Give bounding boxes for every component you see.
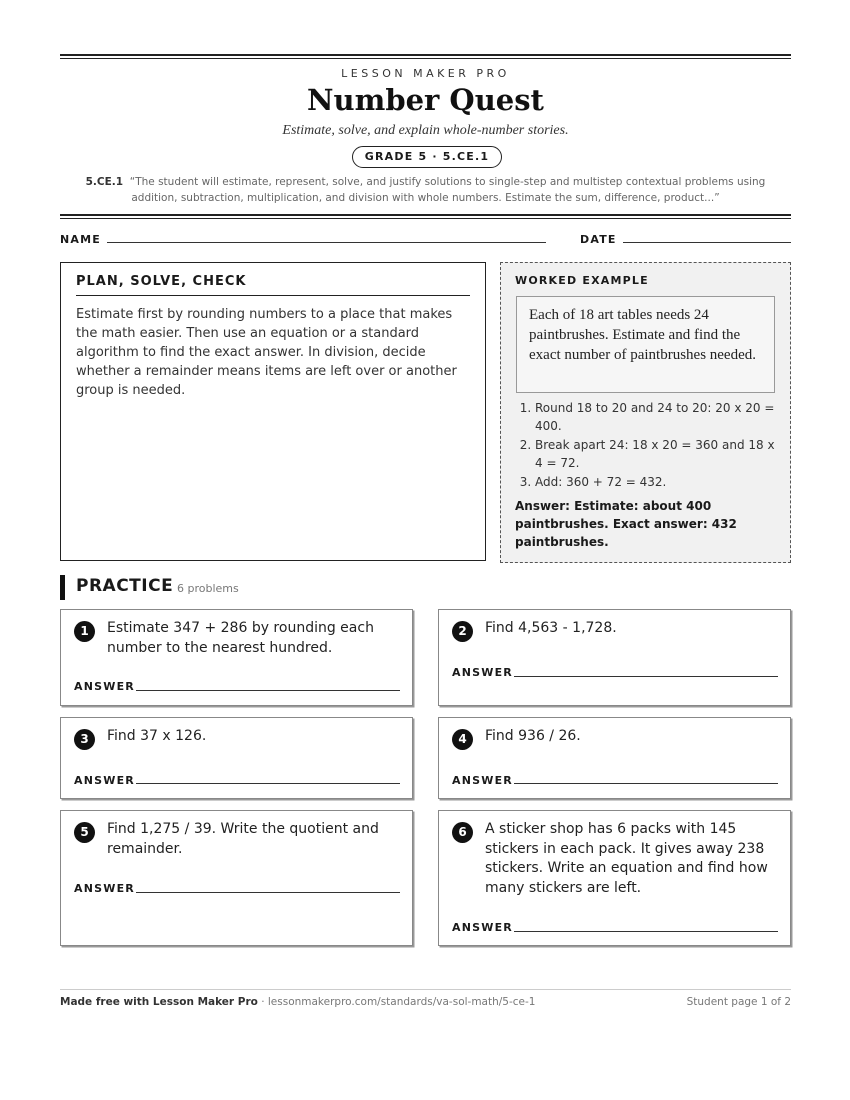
grade-badge: GRADE 5 · 5.CE.1 (352, 146, 502, 168)
problem-card-6 (438, 810, 791, 946)
problem-card-4 (438, 717, 791, 799)
plan-heading: PLAN, SOLVE, CHECK (76, 274, 470, 296)
page-title: Number Quest (307, 83, 544, 117)
page-subtitle: Estimate, solve, and explain whole-number stories. (282, 123, 569, 138)
answer-field-4[interactable] (514, 783, 778, 784)
problem-text: Estimate 347 + 286 by rounding each number to the nearest hundred. (107, 620, 374, 656)
answer-field-5[interactable] (136, 892, 400, 893)
standard-code: 5.CE.1 (85, 176, 124, 188)
problem-card-5 (60, 810, 413, 946)
brand-name: LESSON MAKER PRO (341, 67, 510, 80)
answer-label: ANSWER (74, 882, 135, 895)
answer-label: ANSWER (452, 774, 513, 787)
answer-field-2[interactable] (514, 676, 778, 677)
answer-label: ANSWER (452, 921, 513, 934)
standard-description (70, 174, 781, 206)
problem-card-3 (60, 717, 413, 799)
worked-example-box (500, 262, 791, 563)
problem-card-1 (60, 609, 413, 706)
problem-text: Find 37 x 126. (107, 728, 207, 744)
worked-step: 3. Add: 360 + 72 = 432. (535, 473, 777, 491)
worked-example-problem: Each of 18 art tables needs 24 paintbrushes. Estimate and find the exact number of paintbrushes needed. (516, 296, 775, 393)
problem-text: Find 4,563 - 1,728. (485, 620, 617, 636)
name-field[interactable] (107, 242, 546, 243)
answer-field-1[interactable] (136, 690, 400, 691)
answer-label: ANSWER (74, 774, 135, 787)
problem-text: Find 936 / 26. (485, 728, 581, 744)
footer-page-number: Student page 1 of 2 (686, 996, 791, 1008)
footer-url[interactable]: · lessonmakerpro.com/standards/va-sol-math/5-ce-1 (257, 996, 536, 1008)
footer-made-with: Made free with Lesson Maker Pro (60, 996, 258, 1008)
problem-number-badge: 2 (452, 621, 473, 642)
problem-number-badge: 1 (74, 621, 95, 642)
header-top-rule (60, 54, 791, 59)
problem-number-badge: 5 (74, 822, 95, 843)
worked-example-answer: Answer: Estimate: about 400 paintbrushes. Exact answer: 432 paintbrushes. (515, 499, 737, 549)
answer-field-6[interactable] (514, 931, 778, 932)
plan-solve-check-box (60, 262, 486, 561)
answer-label: ANSWER (74, 680, 135, 693)
problem-number-badge: 3 (74, 729, 95, 750)
name-label: NAME (60, 233, 101, 246)
worked-step: 2. Break apart 24: 18 x 20 = 360 and 18 x 4 = 72. (535, 436, 777, 472)
plan-body: Estimate first by rounding numbers to a place that makes the math easier. Then use an equation or a standard algorithm to find the exact answer. In division, decide whether a remainder means items are left over or another group is needed. (76, 307, 457, 398)
practice-count: 6 problems (177, 582, 239, 595)
problem-text: Find 1,275 / 39. Write the quotient and remainder. (107, 821, 379, 857)
practice-accent-bar (60, 575, 65, 600)
problem-number-badge: 6 (452, 822, 473, 843)
practice-heading: PRACTICE (76, 576, 174, 596)
problem-number-badge: 4 (452, 729, 473, 750)
answer-label: ANSWER (452, 666, 513, 679)
footer-rule (60, 989, 791, 990)
footer-credit (60, 996, 535, 1008)
date-label: DATE (580, 233, 617, 246)
header-bottom-rule (60, 214, 791, 219)
standard-text: “The student will estimate, represent, solve, and justify solutions to single-step and multistep contextual problems using addition, subtraction, multiplication, and division with whole numbers. Estimate the sum, difference, product...” (129, 176, 766, 204)
problem-card-2 (438, 609, 791, 706)
date-field[interactable] (623, 242, 791, 243)
worked-step: 1. Round 18 to 20 and 24 to 20: 20 x 20 = 400. (535, 399, 777, 435)
worked-example-steps (515, 399, 777, 492)
answer-field-3[interactable] (136, 783, 400, 784)
problem-text: A sticker shop has 6 packs with 145 stickers in each pack. It gives away 238 stickers. Write an equation and find how many stickers are left. (485, 821, 768, 896)
worked-example-heading: WORKED EXAMPLE (515, 274, 649, 287)
